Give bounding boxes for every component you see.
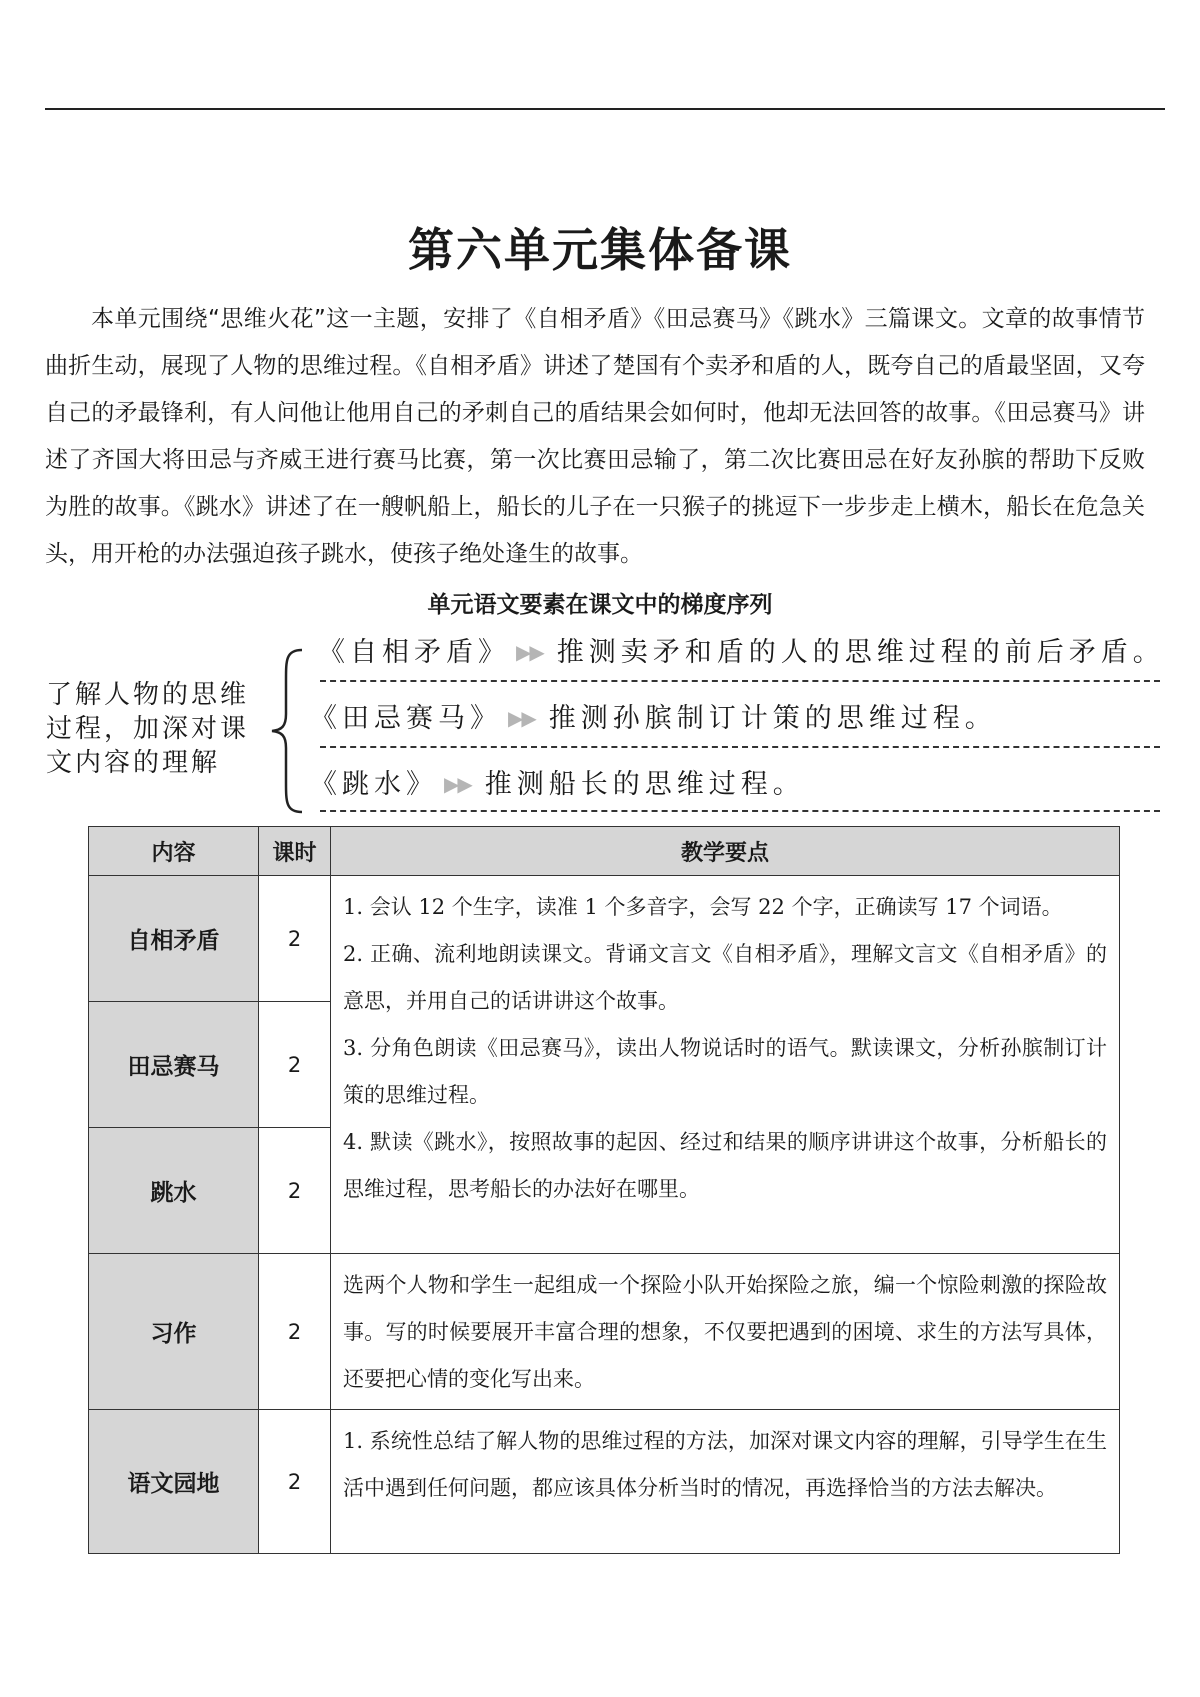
diagram-branch	[310, 700, 997, 737]
teaching-point: 2. 正确、流利地朗读课文。背诵文言文《自相矛盾》，理解文言文《自相矛盾》的意思，并用自己的话讲讲这个故事。	[343, 942, 1107, 1013]
lesson-name: 自相矛盾	[89, 876, 259, 1002]
page-title: 第六单元集体备课	[408, 223, 792, 277]
lesson-name: 语文园地	[89, 1410, 259, 1554]
reading-points-cell	[331, 876, 1120, 1254]
curly-brace	[268, 646, 308, 816]
table-row	[89, 876, 1120, 1002]
lesson-name: 习作	[89, 1254, 259, 1410]
header-content: 内容	[89, 827, 259, 876]
writing-points-cell	[331, 1254, 1120, 1410]
garden-points-cell	[331, 1410, 1120, 1554]
diagram-topic	[46, 678, 276, 780]
branch-text: 推测卖矛和盾的人的思维过程的前后矛盾。	[556, 637, 1165, 668]
table-header-row	[89, 827, 1120, 876]
branch-text: 推测船长的思维过程。	[484, 769, 805, 800]
intro-paragraph	[45, 296, 1145, 578]
diagram-topic-line: 过程，加深对课	[46, 714, 250, 744]
diagram-branch	[310, 766, 805, 803]
diagram-title: 单元语文要素在课文中的梯度序列	[427, 592, 773, 618]
double-arrow-icon: ▶▶	[516, 640, 543, 664]
branch-lesson: 《自相矛盾》	[318, 637, 510, 668]
dashed-divider	[320, 810, 1160, 812]
lesson-name: 跳水	[89, 1128, 259, 1254]
table-row	[89, 1254, 1120, 1410]
header-hours: 课时	[259, 827, 331, 876]
lesson-hours: 2	[259, 1002, 331, 1128]
table-row	[89, 1410, 1120, 1554]
lesson-hours: 2	[259, 876, 331, 1002]
intro-text: 本单元围绕“思维火花”这一主题，安排了《自相矛盾》《田忌赛马》《跳水》三篇课文。文章的故事情节曲折生动，展现了人物的思维过程。《自相矛盾》讲述了楚国有个卖矛和盾的人，既夸自己的盾最坚固，又夸自己的矛最锋利，有人问他让他用自己的矛刺自己的盾结果会如何时，他却无法回答的故事。《田忌赛马》讲述了齐国大将田忌与齐威王进行赛马比赛，第一次比赛田忌输了，第二次比赛田忌在好友孙膑的帮助下反败为胜的故事。《跳水》讲述了在一艘帆船上，船长的儿子在一只猴子的挑逗下一步步走上横木，船长在危急关头，用开枪的办法强迫孩子跳水，使孩子绝处逢生的故事。	[45, 306, 1145, 567]
double-arrow-icon: ▶▶	[508, 706, 535, 730]
dashed-divider	[320, 746, 1160, 748]
lesson-plan-table	[88, 826, 1120, 1554]
lesson-hours: 2	[259, 1254, 331, 1410]
lesson-hours: 2	[259, 1410, 331, 1554]
branch-lesson: 《田忌赛马》	[310, 703, 502, 734]
lesson-name: 田忌赛马	[89, 1002, 259, 1128]
teaching-point: 选两个人物和学生一起组成一个探险小队开始探险之旅，编一个惊险刺激的探险故事。写的时候要展开丰富合理的想象，不仅要把遇到的困境、求生的方法写具体，还要把心情的变化写出来。	[343, 1273, 1107, 1391]
diagram-branch	[318, 634, 1165, 671]
lesson-hours: 2	[259, 1128, 331, 1254]
header-points: 教学要点	[331, 827, 1120, 876]
double-arrow-icon: ▶▶	[444, 772, 471, 796]
branch-text: 推测孙膑制订计策的思维过程。	[548, 703, 997, 734]
teaching-point: 1. 系统性总结了解人物的思维过程的方法，加深对课文内容的理解，引导学生在生活中遇到任何问题，都应该具体分析当时的情况，再选择恰当的方法去解决。	[343, 1429, 1107, 1500]
teaching-point: 4. 默读《跳水》，按照故事的起因、经过和结果的顺序讲讲这个故事，分析船长的思维过程，思考船长的办法好在哪里。	[343, 1130, 1107, 1201]
teaching-point: 1. 会认 12 个生字，读准 1 个多音字，会写 22 个字，正确读写 17 个词语。	[343, 895, 1063, 919]
top-rule	[45, 108, 1165, 110]
branch-lesson: 《跳水》	[310, 769, 438, 800]
diagram-topic-line: 了解人物的思维	[46, 680, 250, 710]
teaching-point: 3. 分角色朗读《田忌赛马》，读出人物说话时的语气。默读课文，分析孙膑制订计策的思维过程。	[343, 1036, 1107, 1107]
dashed-divider	[320, 680, 1160, 682]
diagram-topic-line: 文内容的理解	[46, 748, 221, 778]
